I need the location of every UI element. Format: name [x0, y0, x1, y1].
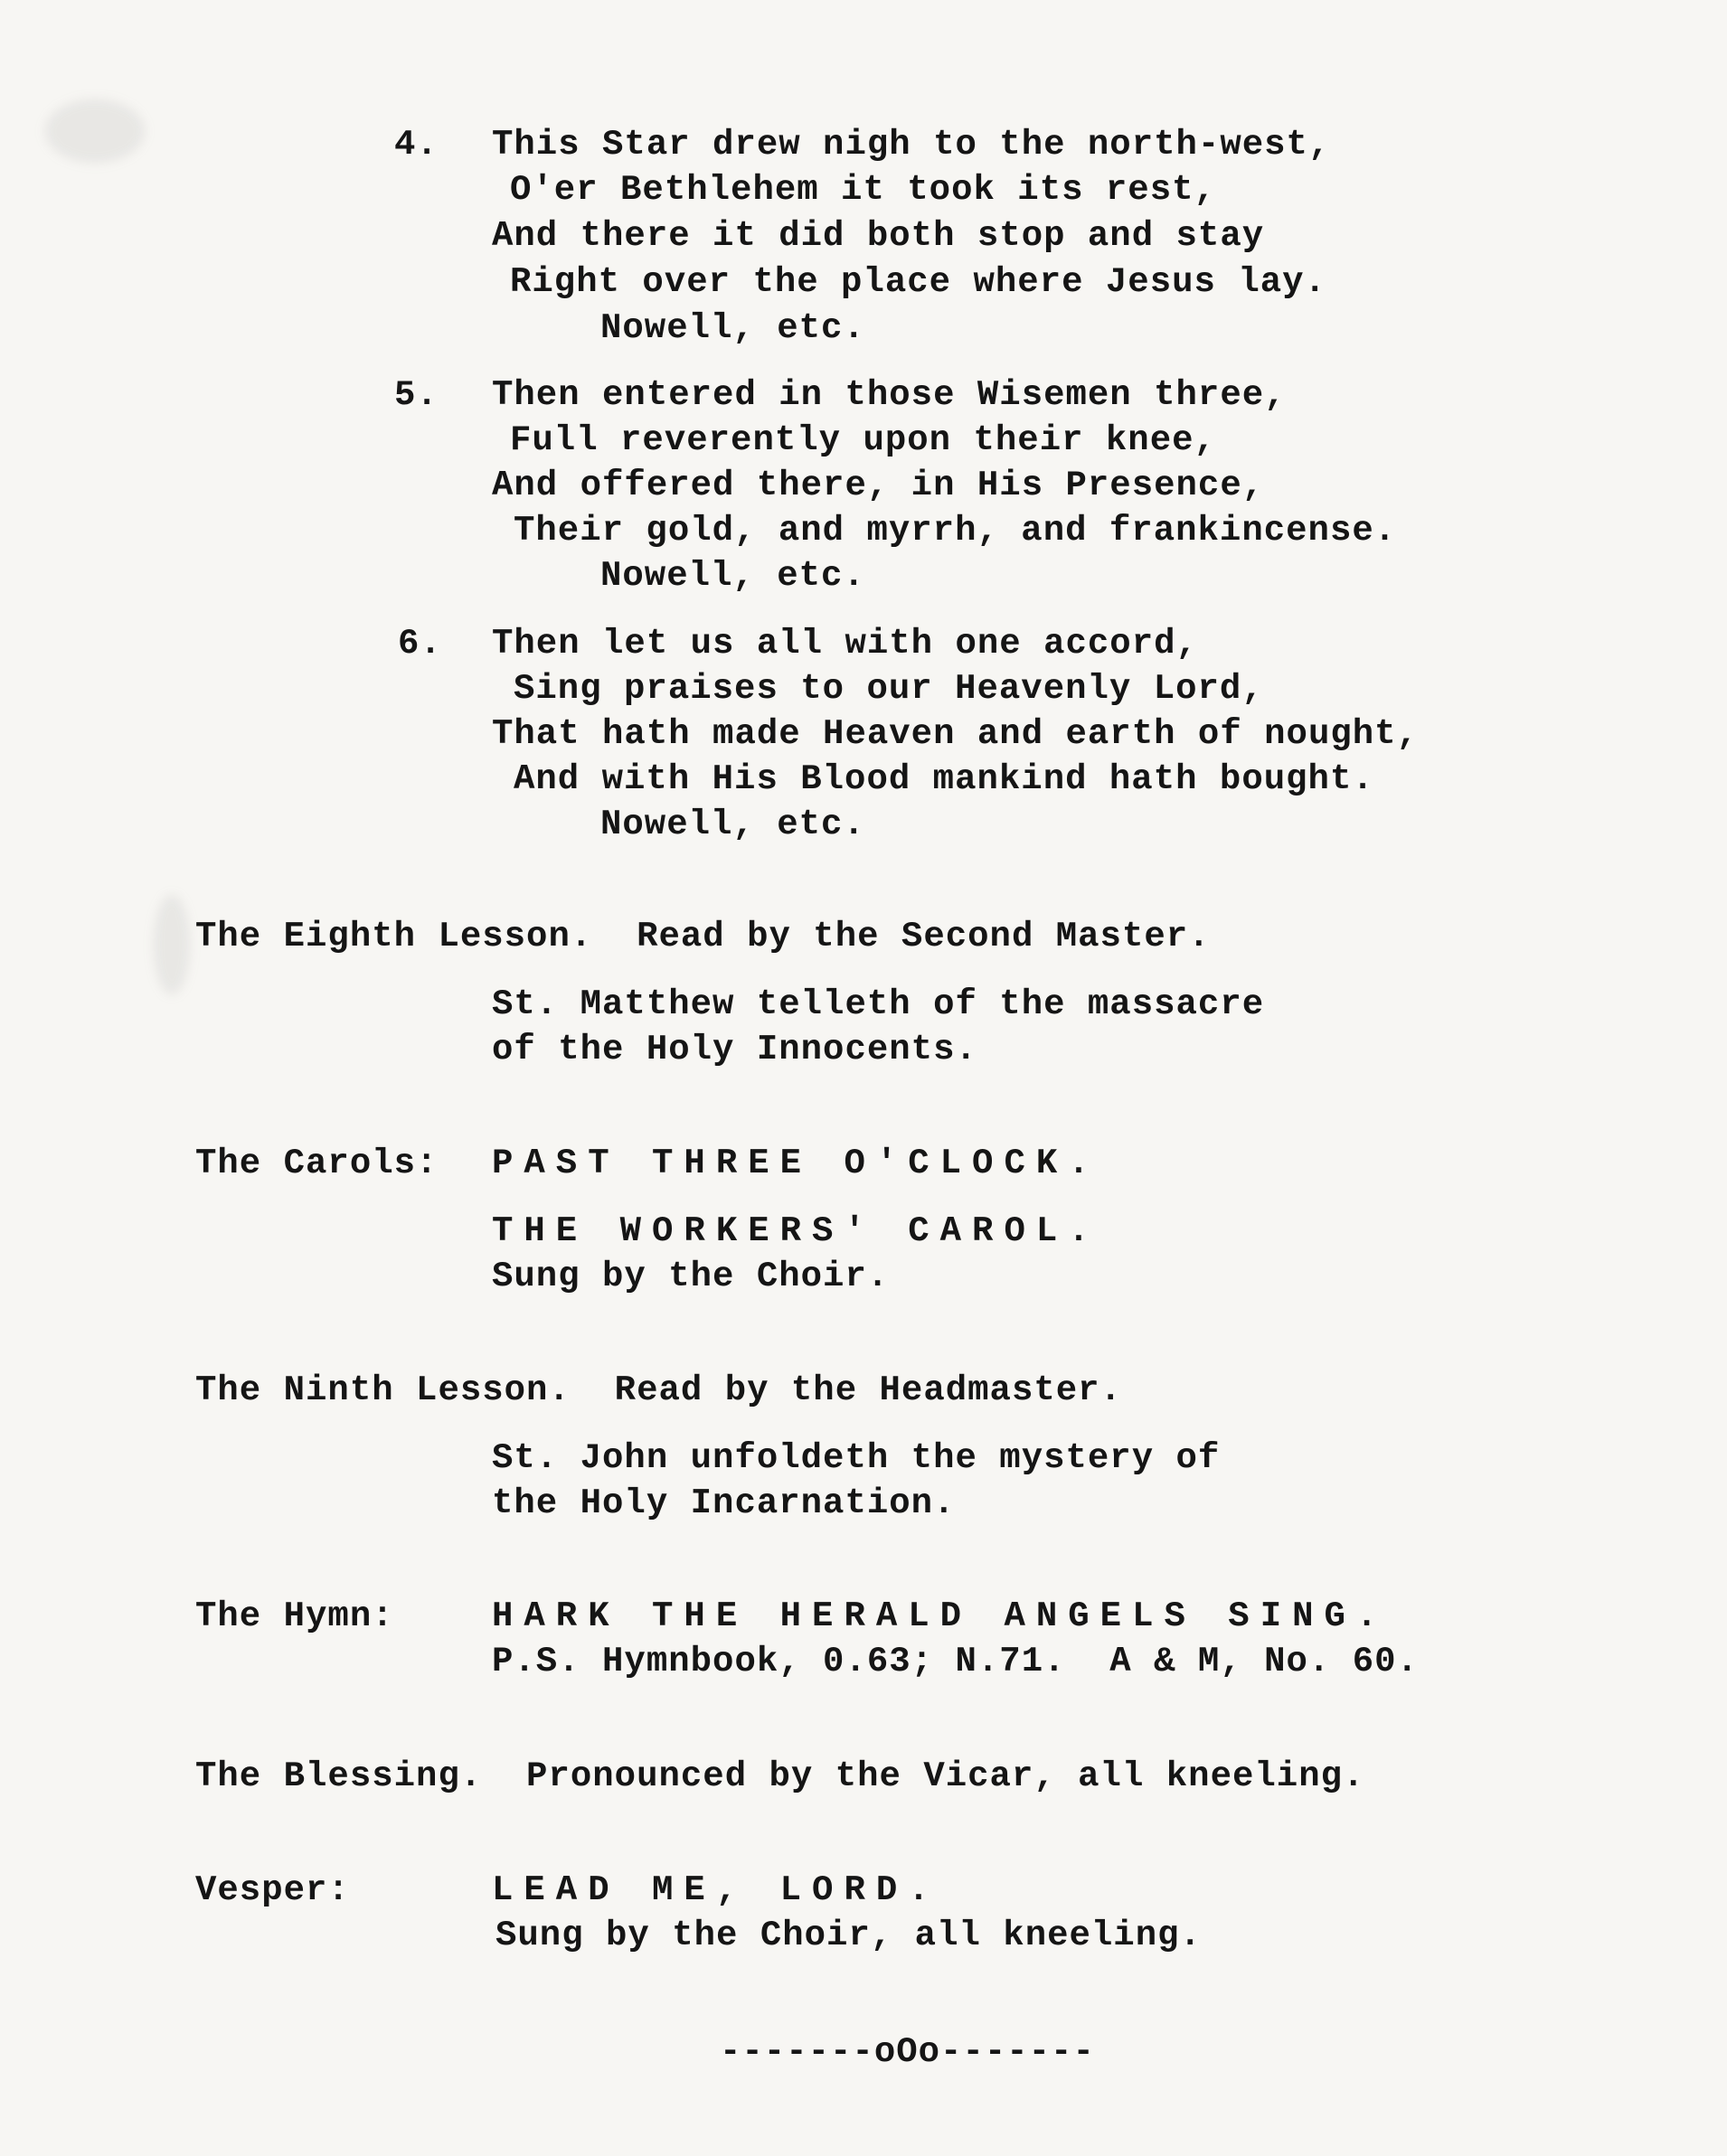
ninth-lesson-heading: The Ninth Lesson. Read by the Headmaster.: [195, 1370, 1122, 1410]
paper-smudge: [45, 99, 145, 163]
hymn-title: HARK THE HERALD ANGELS SING.: [492, 1596, 1389, 1636]
verse-number: 6.: [398, 624, 442, 664]
eighth-lesson-heading: The Eighth Lesson. Read by the Second Master.: [195, 917, 1211, 956]
end-mark: -------oOo-------: [720, 2032, 1095, 2072]
ninth-lesson-line: St. John unfoldeth the mystery of: [492, 1438, 1221, 1478]
vesper-label: Vesper:: [195, 1870, 350, 1910]
carols-label: The Carols:: [195, 1144, 439, 1183]
verse-refrain: Nowell, etc.: [600, 805, 865, 844]
verse-line: Their gold, and myrrh, and frankincense.: [514, 511, 1397, 551]
verse-line: This Star drew nigh to the north-west,: [492, 125, 1331, 165]
verse-line: And there it did both stop and stay: [492, 216, 1265, 256]
paper-smudge: [154, 895, 190, 994]
verse-line: That hath made Heaven and earth of nought,: [492, 714, 1419, 754]
carol-title-first: PAST THREE O'CLOCK.: [492, 1144, 1100, 1183]
verse-refrain: Nowell, etc.: [600, 556, 865, 596]
verse-line: Sing praises to our Heavenly Lord,: [514, 669, 1264, 709]
verse-line: And with His Blood mankind hath bought.: [514, 759, 1374, 799]
verse-number: 4.: [394, 125, 439, 165]
vesper-title: LEAD ME, LORD.: [492, 1870, 940, 1910]
verse-line: Then entered in those Wisemen three,: [492, 375, 1287, 415]
eighth-lesson-line: of the Holy Innocents.: [492, 1030, 977, 1069]
hymn-label: The Hymn:: [195, 1596, 394, 1636]
blessing-line: The Blessing. Pronounced by the Vicar, all kneeling.: [195, 1756, 1365, 1796]
verse-number: 5.: [394, 375, 439, 415]
carols-note: Sung by the Choir.: [492, 1257, 890, 1296]
ninth-lesson-line: the Holy Incarnation.: [492, 1483, 956, 1523]
verse-line: Then let us all with one accord,: [492, 624, 1198, 664]
verse-line: Right over the place where Jesus lay.: [510, 262, 1326, 302]
vesper-note: Sung by the Choir, all kneeling.: [495, 1916, 1202, 1955]
verse-line: O'er Bethlehem it took its rest,: [510, 170, 1216, 210]
verse-line: Full reverently upon their knee,: [510, 420, 1216, 460]
verse-line: And offered there, in His Presence,: [492, 466, 1265, 505]
verse-refrain: Nowell, etc.: [600, 308, 865, 348]
carol-title-second: THE WORKERS' CAROL.: [492, 1211, 1100, 1251]
hymn-reference: P.S. Hymnbook, 0.63; N.71. A & M, No. 60.: [492, 1642, 1419, 1681]
eighth-lesson-line: St. Matthew telleth of the massacre: [492, 984, 1265, 1024]
